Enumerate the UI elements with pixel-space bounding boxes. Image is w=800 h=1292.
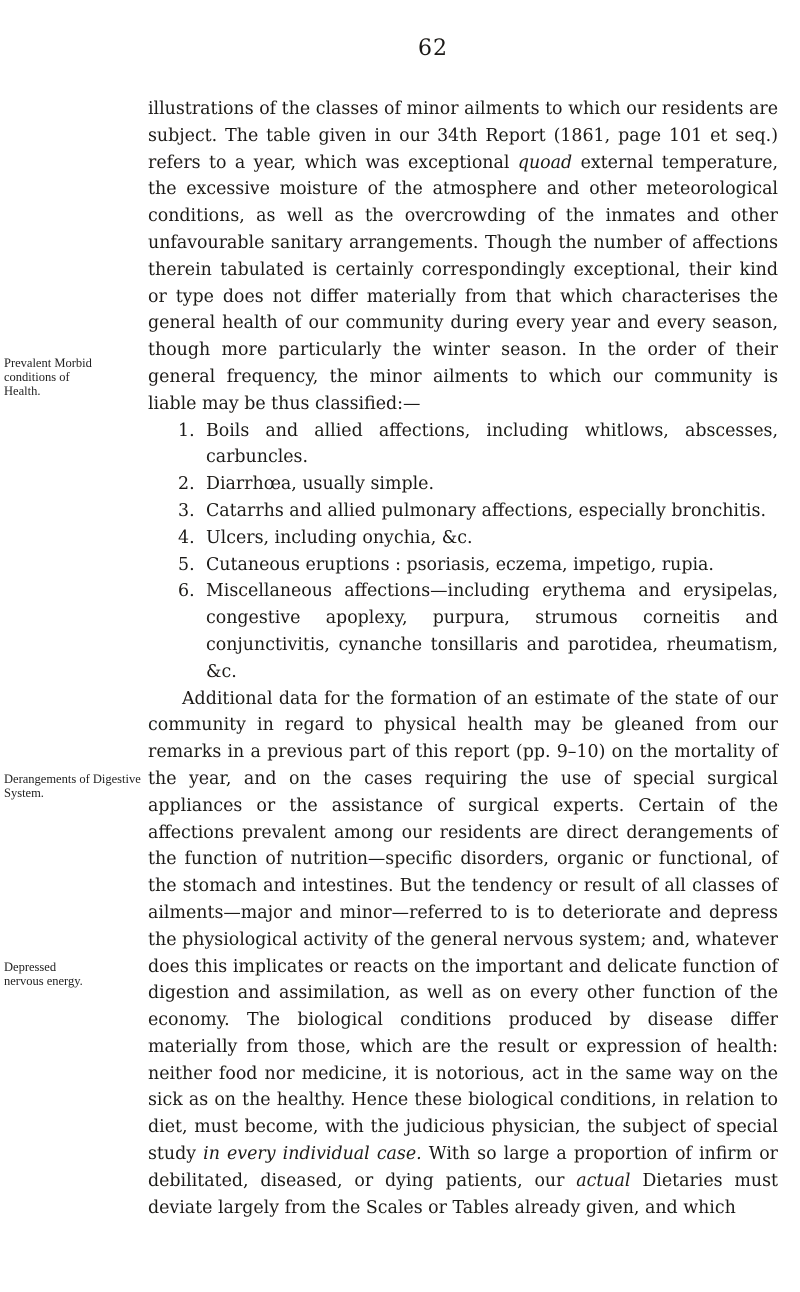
ailments-list xyxy=(148,418,778,686)
list-item-number: 3. xyxy=(178,500,195,521)
list-item-text: Diarrhœa, usually simple. xyxy=(206,474,434,495)
paragraph-1-text-rest: external temperature, the excessive moisture of the atmosphere and other meteorological conditions, as well as the overcrowding of the inmates and other unfavourable sanitary arrangements. Though the number of affections therein tabulated is certainly correspondingly exceptional, their kind or type does not differ materially from that which characterises the general health of our community during every year and every season, though more particularly the winter season. In the order of their general frequency, the minor ailments to which our community is liable may be thus classified:— xyxy=(148,152,778,414)
paragraph-1-emphasis: quoad xyxy=(517,152,573,173)
paragraph-2-text-b: With so large a proportion of infirm or debilitated, diseased, or dying patients, our xyxy=(148,1144,778,1191)
margin-note-derangements: Derangements of Digestive System. xyxy=(4,772,141,800)
list-item xyxy=(148,552,778,579)
list-item-text: Catarrhs and allied pulmonary affections, especially bronchitis. xyxy=(206,500,766,521)
page-number: 62 xyxy=(418,36,448,61)
list-item-text: Cutaneous eruptions : psoriasis, eczema, impetigo, rupia. xyxy=(206,554,714,575)
list-item xyxy=(148,525,778,552)
list-item-number: 4. xyxy=(178,527,195,548)
paragraph-2-text-c: Dietaries must deviate largely from the Scales or Tables already given, and which xyxy=(148,1170,779,1218)
list-item-text: Boils and allied affections, including whitlows, abscesses, carbuncles. xyxy=(206,420,778,468)
margin-note-depressed: Depressed nervous energy. xyxy=(4,960,83,988)
paragraph-2-emphasis-1: in every individual case. xyxy=(203,1144,422,1165)
paragraph-2 xyxy=(148,686,778,1222)
paragraph-1 xyxy=(148,96,778,418)
body-text xyxy=(148,96,778,1221)
list-item-text: Miscellaneous affections—including erythema and erysipelas, congestive apoplexy, purpura, strumous corneitis and conjunctivitis, cynanche tonsillaris and parotidea, rheumatism, &c. xyxy=(206,581,778,682)
list-item-number: 2. xyxy=(178,474,195,495)
paragraph-1-text: illustrations of the classes of minor ailments to which our residents are subject. The table given in our 34th Report (1861, page 101 et seq.) refers to a year, which was exceptional xyxy=(148,99,778,173)
list-item xyxy=(148,471,778,498)
list-item-number: 5. xyxy=(178,554,195,575)
list-item xyxy=(148,578,778,685)
margin-note-prevalent: Prevalent Morbid conditions of Health. xyxy=(4,356,92,398)
list-item-text: Ulcers, including onychia, &c. xyxy=(206,527,473,548)
paragraph-2-text-a: Additional data for the formation of an estimate of the state of our community in regard to physical health may be gleaned from our remarks in a previous part of this report (pp. 9–10) on the mortality of the year, and on the cases requiring the use of special surgical appliances or the assistance of surgical experts. Certain of the affections prevalent among our residents are direct derangements of the function of nutrition—specific disorders, organic or functional, of the stomach and intestines. But the tendency or result of all classes of ailments—major and minor—referred to is to deteriorate and depress the physiological activity of the general nervous system; and, whatever does this implicates or reacts on the important and delicate function of digestion and assimilation, as well as on every other function of the economy. The biological conditions produced by disease differ materially from those, which are the result or expression of health: neither food nor medicine, it is notorious, act in the same way on the sick as on the healthy. Hence these biological conditions, in relation to diet, must become, with the judicious physician, the subject of special study xyxy=(148,688,778,1165)
list-item xyxy=(148,498,778,525)
list-item xyxy=(148,418,778,472)
list-item-number: 6. xyxy=(178,581,195,602)
list-item-number: 1. xyxy=(178,420,195,441)
paragraph-2-emphasis-2: actual xyxy=(576,1170,631,1191)
